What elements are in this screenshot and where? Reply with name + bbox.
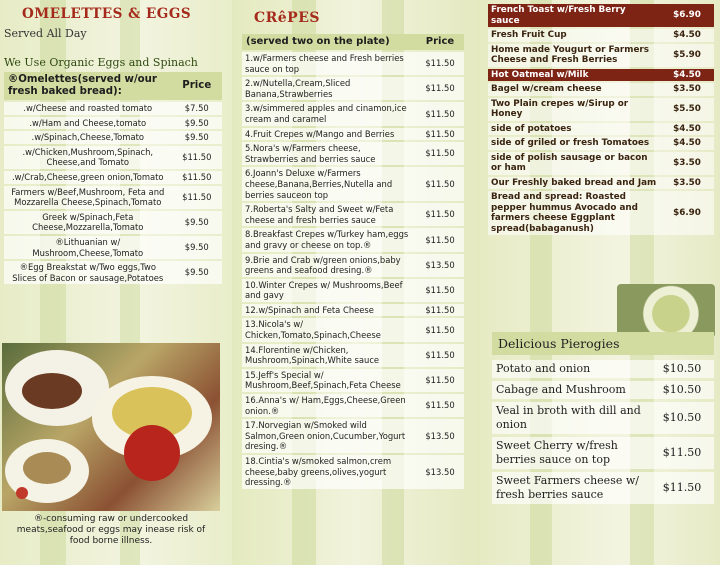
omelette-menu-table	[4, 70, 222, 286]
menu-item-row	[488, 44, 714, 67]
item-price: $11.50	[416, 318, 464, 341]
item-name: Sweet Farmers cheese w/ fresh berries sauce	[492, 472, 650, 504]
item-price: $11.50	[416, 344, 464, 367]
item-name: French Toast w/Fresh Berry sauce	[488, 4, 660, 27]
item-name: 5.Nora's w/Farmers cheese, Strawberries and berries sauce	[242, 142, 416, 165]
menu-item-row	[488, 177, 714, 190]
item-price: $3.50	[660, 177, 714, 190]
served-all-day-label: Served All Day	[4, 27, 87, 40]
item-price: $9.50	[172, 211, 222, 234]
menu-item-row	[492, 472, 714, 504]
menu-item-row	[488, 191, 714, 235]
menu-item-row	[492, 437, 714, 469]
item-price: $13.50	[416, 455, 464, 489]
menu-item-row	[492, 360, 714, 378]
item-price: $11.50	[172, 171, 222, 184]
item-name: Cabage and Mushroom	[492, 381, 650, 399]
menu-item-row	[4, 131, 222, 144]
item-price: $10.50	[650, 381, 714, 399]
item-price: $4.50	[660, 137, 714, 150]
item-price: $11.50	[416, 142, 464, 165]
item-price: $3.50	[660, 152, 714, 175]
menu-item-row	[4, 261, 222, 284]
item-price: $4.50	[660, 123, 714, 136]
menu-item-row	[242, 419, 464, 453]
item-name: 10.Winter Crepes w/ Mushrooms,Beef and gavy	[242, 279, 416, 302]
menu-item-row	[4, 236, 222, 259]
item-name: Veal in broth with dill and onion	[492, 402, 650, 434]
item-name: 1.w/Farmers cheese and Fresh berries sauce on top	[242, 52, 416, 75]
item-name: 18.Cintia's w/smoked salmon,crem cheese,baby greens,olives,yogurt dressing.®	[242, 455, 416, 489]
item-name: side of polish sausage or bacon or ham	[488, 152, 660, 175]
item-name: Bread and spread: Roasted pepper hummus Avocado and farmers cheese Eggplant spread(babaganush)	[488, 191, 660, 235]
menu-item-row	[242, 254, 464, 277]
item-price: $11.50	[416, 304, 464, 317]
pierogies-section	[492, 332, 714, 507]
item-name: Farmers w/Beef,Mushroom, Feta and Mozzarella Cheese,Spinach,Tomato	[4, 186, 172, 209]
crepe-header-price: Price	[416, 34, 464, 50]
item-name: 6.Joann's Deluxe w/Farmers cheese,Banana,Berries,Nutella and berries sauceon top	[242, 167, 416, 201]
item-price: $6.90	[660, 4, 714, 27]
item-price: $10.50	[650, 402, 714, 434]
item-name: 17.Norvegian w/Smoked wild Salmon,Green onion,Cucumber,Yogurt dresing.®	[242, 419, 416, 453]
item-name: Sweet Cherry w/fresh berries sauce on top	[492, 437, 650, 469]
omelettes-panel	[0, 0, 232, 565]
sides-menu-table	[488, 2, 714, 237]
crepes-panel	[232, 0, 480, 565]
item-price: $6.90	[660, 191, 714, 235]
pierogies-title: Delicious Pierogies	[492, 332, 714, 355]
item-price: $11.50	[416, 52, 464, 75]
item-price: $7.50	[172, 102, 222, 115]
item-price: $11.50	[416, 394, 464, 417]
item-price: $11.50	[416, 102, 464, 125]
menu-item-row	[488, 83, 714, 96]
menu-item-row	[4, 117, 222, 130]
item-price: $5.90	[660, 44, 714, 67]
table-header-row	[242, 34, 464, 50]
item-name: Bagel w/cream cheese	[488, 83, 660, 96]
crepe-header-name: (served two on the plate)	[242, 34, 416, 50]
item-price: $11.50	[172, 146, 222, 169]
item-price: $11.50	[416, 203, 464, 226]
item-price: $11.50	[650, 437, 714, 469]
menu-item-row	[242, 318, 464, 341]
item-price: $11.50	[416, 167, 464, 201]
item-price: $9.50	[172, 236, 222, 259]
item-price: $3.50	[660, 83, 714, 96]
food-photo-illustration	[2, 343, 220, 511]
menu-item-row	[242, 369, 464, 392]
menu-item-row	[492, 381, 714, 399]
crepe-menu-table	[242, 32, 464, 491]
item-name: side of potatoes	[488, 123, 660, 136]
item-price: $4.50	[660, 69, 714, 82]
item-name: Our Freshly baked bread and Jam	[488, 177, 660, 190]
menu-item-row	[242, 455, 464, 489]
menu-item-row	[4, 102, 222, 115]
menu-item-row	[488, 98, 714, 121]
menu-item-row	[488, 123, 714, 136]
item-name: ®Egg Breakstat w/Two eggs,Two Slices of Bacon or sausage,Potatoes	[4, 261, 172, 284]
item-price: $11.50	[416, 128, 464, 141]
item-name: .w/Cheese and roasted tomato	[4, 102, 172, 115]
item-name: 16.Anna's w/ Ham,Eggs,Cheese,Green onion.®	[242, 394, 416, 417]
item-name: .w/Spinach,Cheese,Tomato	[4, 131, 172, 144]
item-name: 7.Roberta's Salty and Sweet w/Feta cheese and fresh berries sauce	[242, 203, 416, 226]
item-name: 2.w/Nutella,Cream,Sliced Banana,Strawberries	[242, 77, 416, 100]
item-name: ®Lithuanian w/ Mushroom,Cheese,Tomato	[4, 236, 172, 259]
soup-bowl-photo	[617, 284, 715, 338]
sides-panel	[480, 0, 720, 565]
menu-item-row	[4, 146, 222, 169]
menu-item-row	[242, 102, 464, 125]
menu-item-row	[488, 4, 714, 27]
menu-item-row	[488, 29, 714, 42]
item-name: 8.Breakfast Crepes w/Turkey ham,eggs and gravy or cheese on top.®	[242, 228, 416, 251]
item-price: $11.50	[172, 186, 222, 209]
menu-item-row	[242, 344, 464, 367]
raw-food-warning: ®-consuming raw or undercooked meats,seafood or eggs may inease risk of food borne illness.	[16, 514, 206, 546]
menu-item-row	[242, 52, 464, 75]
item-name: side of griled or fresh Tomatoes	[488, 137, 660, 150]
item-name: .w/Ham and Cheese,tomato	[4, 117, 172, 130]
item-name: Potato and onion	[492, 360, 650, 378]
item-price: $13.50	[416, 419, 464, 453]
item-name: Hot Oatmeal w/Milk	[488, 69, 660, 82]
menu-item-row	[242, 394, 464, 417]
menu-item-row	[488, 152, 714, 175]
menu-item-row	[242, 304, 464, 317]
menu-item-row	[488, 137, 714, 150]
item-name: 14.Florentine w/Chicken, Mushroom,Spinach,White sauce	[242, 344, 416, 367]
item-name: Fresh Fruit Cup	[488, 29, 660, 42]
breakfast-food-photo	[2, 343, 220, 511]
menu-item-row	[4, 211, 222, 234]
item-price: $4.50	[660, 29, 714, 42]
organic-eggs-note: We Use Organic Eggs and Spinach	[4, 56, 198, 69]
item-price: $11.50	[416, 279, 464, 302]
menu-item-row	[242, 279, 464, 302]
item-name: 4.Fruit Crepes w/Mango and Berries	[242, 128, 416, 141]
menu-item-row	[492, 402, 714, 434]
item-name: 15.Jeff's Special w/ Mushroom,Beef,Spinach,Feta Cheese	[242, 369, 416, 392]
omelette-header-name: ®Omelettes(served w/our fresh baked bread):	[4, 72, 172, 100]
menu-item-row	[242, 142, 464, 165]
item-price: $9.50	[172, 131, 222, 144]
item-price: $5.50	[660, 98, 714, 121]
item-name: 12.w/Spinach and Feta Cheese	[242, 304, 416, 317]
item-name: Greek w/Spinach,Feta Cheese,Mozzarella,Tomato	[4, 211, 172, 234]
item-name: Two Plain crepes w/Sirup or Honey	[488, 98, 660, 121]
crepes-title: CRêPES	[254, 10, 320, 26]
item-price: $11.50	[416, 369, 464, 392]
item-price: $11.50	[416, 77, 464, 100]
item-name: Home made Yougurt or Farmers Cheese and Fresh Berries	[488, 44, 660, 67]
item-price: $9.50	[172, 261, 222, 284]
menu-item-row	[4, 186, 222, 209]
omelette-header-price: Price	[172, 72, 222, 100]
menu-item-row	[242, 228, 464, 251]
item-name: 13.Nicola's w/ Chicken,Tomato,Spinach,Cheese	[242, 318, 416, 341]
item-price: $11.50	[650, 472, 714, 504]
item-name: 3.w/simmered apples and cinamon,ice cream and caramel	[242, 102, 416, 125]
pierogies-menu-table	[492, 357, 714, 507]
item-price: $13.50	[416, 254, 464, 277]
menu-item-row	[488, 69, 714, 82]
item-name: 9.Brie and Crab w/green onions,baby greens and seafood dresing.®	[242, 254, 416, 277]
menu-item-row	[4, 171, 222, 184]
menu-item-row	[242, 77, 464, 100]
item-name: .w/Chicken,Mushroom,Spinach, Cheese,and Tomato	[4, 146, 172, 169]
menu-item-row	[242, 128, 464, 141]
item-name: .w/Crab,Cheese,green onion,Tomato	[4, 171, 172, 184]
menu-item-row	[242, 203, 464, 226]
item-price: $10.50	[650, 360, 714, 378]
item-price: $9.50	[172, 117, 222, 130]
menu-item-row	[242, 167, 464, 201]
omelettes-title: OMELETTES & EGGS	[22, 6, 192, 22]
table-header-row	[4, 72, 222, 100]
item-price: $11.50	[416, 228, 464, 251]
